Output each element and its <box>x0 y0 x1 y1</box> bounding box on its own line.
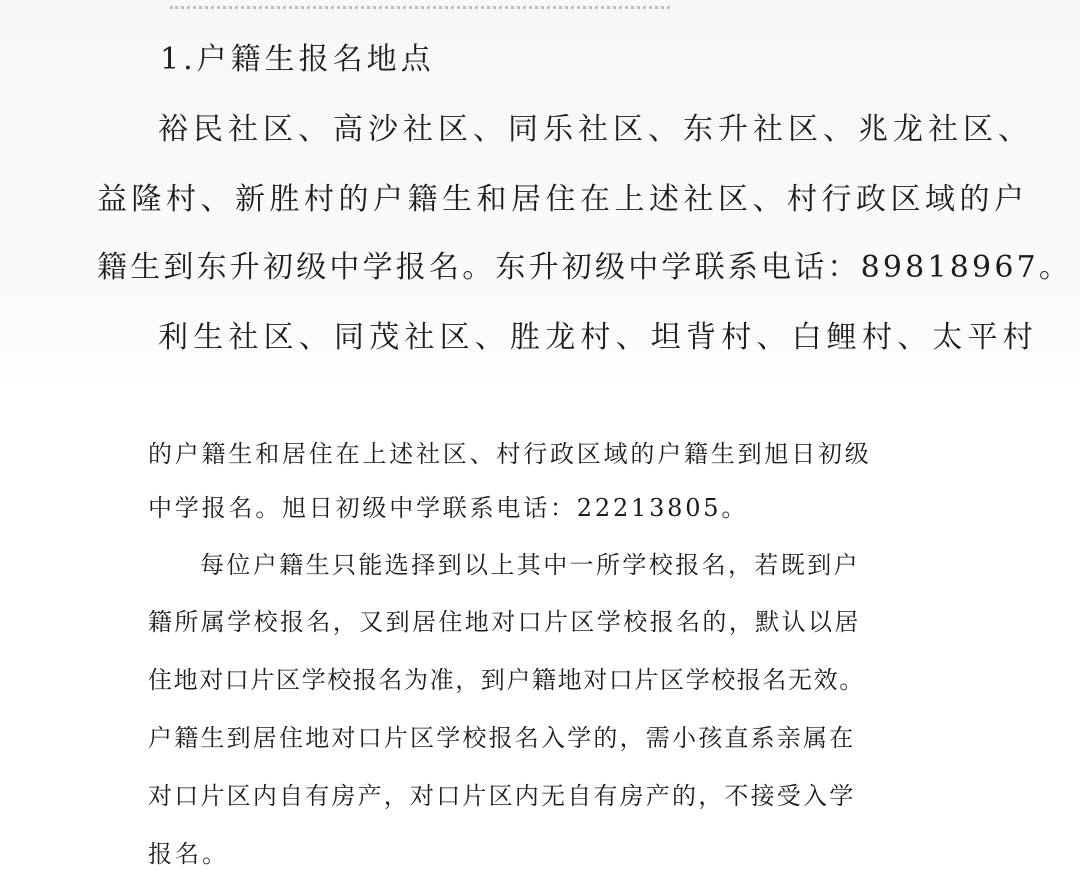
paragraph-line: 裕民社区、高沙社区、同乐社区、东升社区、兆龙社区、 <box>158 112 1033 147</box>
paragraph-line: 户籍生到居住地对口片区学校报名入学的，需小孩直系亲属在 <box>148 724 856 752</box>
paragraph-line: 籍所属学校报名，又到居住地对口片区学校报名的，默认以居 <box>148 608 861 636</box>
paragraph-line: 报名。 <box>148 840 229 868</box>
paragraph-line: 每位户籍生只能选择到以上其中一所学校报名，若既到户 <box>200 551 860 579</box>
paragraph-line: 中学报名。旭日初级中学联系电话：22213805。 <box>148 494 749 522</box>
paragraph-line: 住地对口片区学校报名为准，到户籍地对口片区学校报名无效。 <box>148 666 865 694</box>
paragraph-line: 的户籍生和居住在上述社区、村行政区域的户籍生到旭日初级 <box>148 440 872 468</box>
paragraph-line: 益隆村、新胜村的户籍生和居住在上述社区、村行政区域的户 <box>97 182 1029 217</box>
paragraph-line: 籍生到东升初级中学报名。东升初级中学联系电话：89818967。 <box>97 250 1073 285</box>
paragraph-line: 利生社区、同茂社区、胜龙村、坦背村、白鲤村、太平村 <box>158 320 1038 355</box>
paragraph-line: 对口片区内自有房产，对口片区内无自有房产的，不接受入学 <box>148 782 856 810</box>
section-heading: 1.户籍生报名地点 <box>160 42 435 77</box>
cropped-text-remnant <box>170 0 670 9</box>
